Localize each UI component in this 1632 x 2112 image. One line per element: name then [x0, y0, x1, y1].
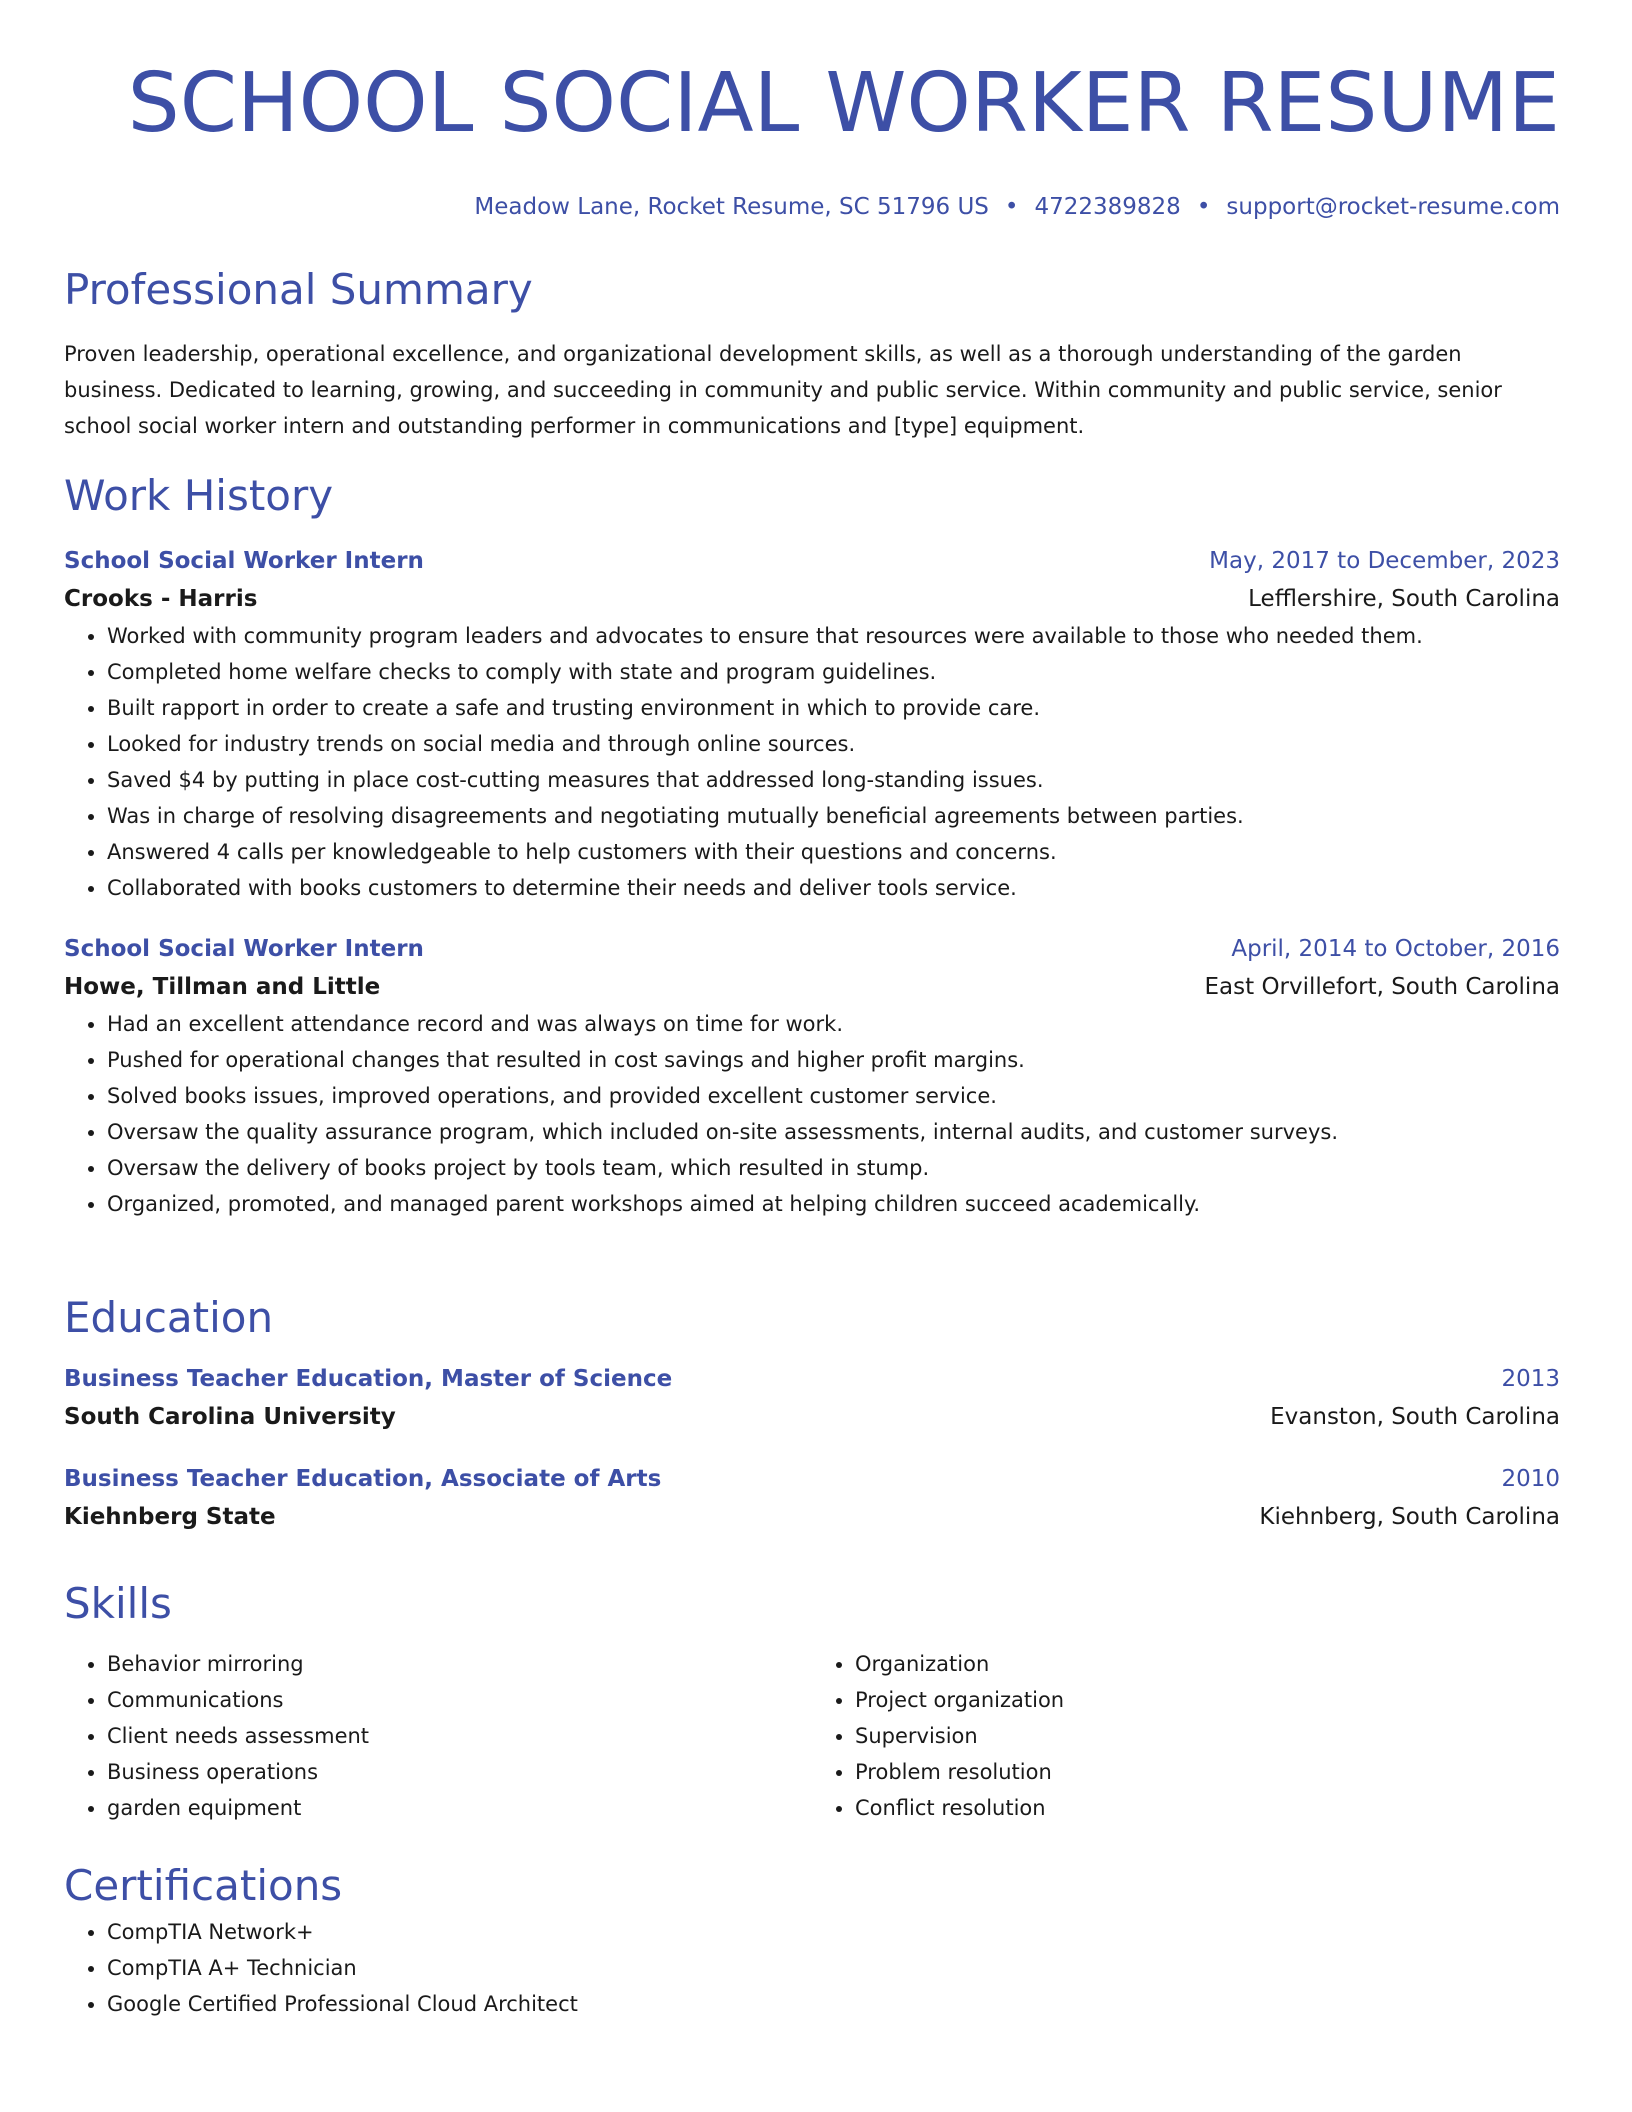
work-entry — [64, 542, 1560, 906]
degree-name: Business Teacher Education, Master of Science — [64, 1366, 673, 1392]
company-name: Howe, Tillman and Little — [64, 974, 381, 1000]
list-item: • Client needs assessment — [107, 1718, 812, 1754]
work-history-heading: Work History — [64, 471, 334, 520]
contact-separator: • — [1004, 194, 1019, 220]
contact-separator: • — [1196, 194, 1211, 220]
list-item: • Organization — [855, 1646, 1560, 1682]
education-entry — [64, 1360, 1560, 1436]
education-entry-subheader — [64, 1498, 1560, 1536]
list-item: • Oversaw the quality assurance program, which included on-site assessments, internal audits, and customer surveys. — [107, 1114, 1560, 1150]
work-entry — [64, 930, 1560, 1222]
summary-heading: Professional Summary — [64, 265, 533, 314]
job-location: Lefflershire, South Carolina — [1248, 586, 1560, 612]
education-entry-header — [64, 1460, 1560, 1498]
graduation-year: 2013 — [1501, 1366, 1560, 1392]
work-entry-header — [64, 930, 1560, 968]
job-dates: April, 2014 to October, 2016 — [1231, 936, 1560, 962]
list-item: • Supervision — [855, 1718, 1560, 1754]
list-item: • Behavior mirroring — [107, 1646, 812, 1682]
list-item: • Conflict resolution — [855, 1790, 1560, 1826]
list-item: • Solved books issues, improved operations, and provided excellent customer service. — [107, 1078, 1560, 1114]
list-item: • Was in charge of resolving disagreements and negotiating mutually beneficial agreements between parties. — [107, 798, 1560, 834]
skills-section — [64, 1576, 1560, 1826]
list-item: • Pushed for operational changes that resulted in cost savings and higher profit margins. — [107, 1042, 1560, 1078]
job-title: School Social Worker Intern — [64, 548, 424, 574]
list-item: • garden equipment — [107, 1790, 812, 1826]
contact-phone: 4722389828 — [1034, 194, 1181, 220]
list-item: • Business operations — [107, 1754, 812, 1790]
list-item: • Saved $4 by putting in place cost-cutting measures that addressed long-standing issues. — [107, 762, 1560, 798]
skills-list-right — [812, 1646, 1560, 1826]
list-item: • Problem resolution — [855, 1754, 1560, 1790]
list-item: • Built rapport in order to create a safe and trusting environment in which to provide care. — [107, 690, 1560, 726]
job-location: East Orvillefort, South Carolina — [1204, 974, 1560, 1000]
contact-email: support@rocket-resume.com — [1226, 194, 1560, 220]
school-location: Evanston, South Carolina — [1270, 1404, 1560, 1430]
contact-address: Meadow Lane, Rocket Resume, SC 51796 US — [474, 194, 989, 220]
company-name: Crooks - Harris — [64, 586, 258, 612]
list-item: • Oversaw the delivery of books project by tools team, which resulted in stump. — [107, 1150, 1560, 1186]
list-item: • Completed home welfare checks to comply with state and program guidelines. — [107, 654, 1560, 690]
list-item: • Collaborated with books customers to determine their needs and deliver tools service. — [107, 870, 1560, 906]
education-entry-subheader — [64, 1398, 1560, 1436]
list-item: • Project organization — [855, 1682, 1560, 1718]
certifications-list — [64, 1914, 1560, 2022]
graduation-year: 2010 — [1501, 1466, 1560, 1492]
summary-section — [64, 262, 1560, 444]
certifications-heading: Certifications — [64, 1861, 343, 1910]
summary-text: Proven leadership, operational excellence, and organizational development skills, as well as a thorough understanding of the garden business. Dedicated to learning, growing, and succeeding in community and public service. Within community and public service, senior school social worker intern and outstanding performer in communications and [type] equipment. — [64, 342, 1502, 438]
education-entry — [64, 1460, 1560, 1536]
skills-grid — [64, 1646, 1560, 1826]
education-entry-header — [64, 1360, 1560, 1398]
list-item: • Worked with community program leaders and advocates to ensure that resources were available to those who needed them. — [107, 618, 1560, 654]
list-item: • Looked for industry trends on social media and through online sources. — [107, 726, 1560, 762]
education-section — [64, 1290, 1560, 1536]
list-item: • Answered 4 calls per knowledgeable to help customers with their questions and concerns. — [107, 834, 1560, 870]
list-item: • Had an excellent attendance record and was always on time for work. — [107, 1006, 1560, 1042]
work-entry-header — [64, 542, 1560, 580]
work-entry-subheader — [64, 580, 1560, 618]
work-entry-subheader — [64, 968, 1560, 1006]
education-heading: Education — [64, 1293, 274, 1342]
school-name: Kiehnberg State — [64, 1504, 276, 1530]
skills-heading: Skills — [64, 1579, 172, 1628]
job-duties-list — [64, 618, 1560, 906]
job-title: School Social Worker Intern — [64, 936, 424, 962]
work-history-section — [64, 468, 1560, 1222]
school-name: South Carolina University — [64, 1404, 396, 1430]
list-item: • CompTIA A+ Technician — [107, 1950, 1560, 1986]
school-location: Kiehnberg, South Carolina — [1259, 1504, 1560, 1530]
list-item: • Communications — [107, 1682, 812, 1718]
resume-title: SCHOOL SOCIAL WORKER RESUME — [127, 56, 1560, 151]
list-item: • Google Certified Professional Cloud Architect — [107, 1986, 1560, 2022]
contact-line — [64, 192, 1560, 222]
list-item: • Organized, promoted, and managed parent workshops aimed at helping children succeed academically. — [107, 1186, 1560, 1222]
certifications-section — [64, 1858, 1560, 2022]
resume-page — [64, 0, 1560, 2016]
degree-name: Business Teacher Education, Associate of Arts — [64, 1466, 662, 1492]
skills-list-left — [64, 1646, 812, 1826]
job-duties-list — [64, 1006, 1560, 1222]
list-item: • CompTIA Network+ — [107, 1914, 1560, 1950]
job-dates: May, 2017 to December, 2023 — [1209, 548, 1560, 574]
